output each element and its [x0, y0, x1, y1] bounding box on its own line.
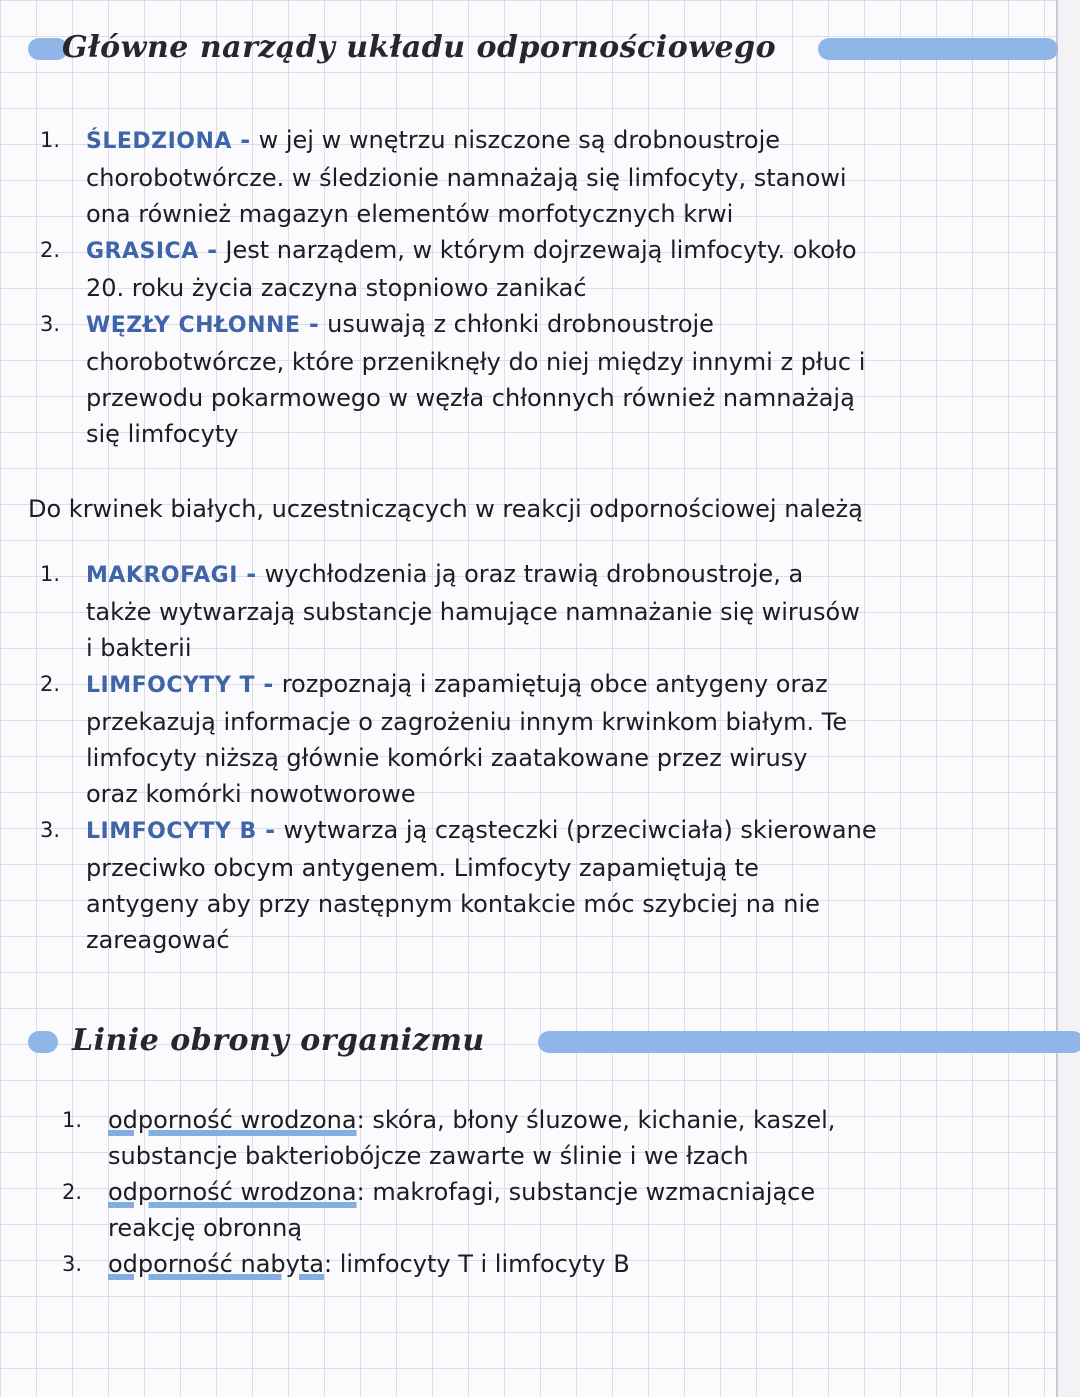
item-term: LIMFOCYTY B: [86, 819, 257, 844]
item-text-line: i bakterii: [86, 634, 192, 662]
item-text-line: rozpoznają i zapamiętują obce antygeny oraz: [281, 670, 828, 698]
item-separator: -: [231, 126, 259, 154]
item-number: 1.: [62, 1108, 83, 1132]
item-text-line: usuwają z chłonki drobnoustroje: [327, 310, 714, 338]
item-text-line: antygeny aby przy następnym kontakcie móc szybciej na nie: [86, 890, 820, 918]
list-item: [40, 556, 877, 666]
list-item: [62, 1246, 835, 1282]
item-number: 3.: [40, 312, 61, 336]
item-text-line: substancje bakteriobójcze zawarte w ślinie i we łzach: [108, 1142, 749, 1170]
item-text-line: zareagować: [86, 926, 230, 954]
item-term: odporność wrodzona: [108, 1178, 357, 1206]
item-text-line: limfocyty niższą głównie komórki zaatakowane przez wirusy: [86, 744, 808, 772]
notebook-margin: [1056, 0, 1080, 1397]
item-text-line: wytwarza ją cząsteczki (przeciwciała) skierowane: [283, 816, 877, 844]
item-separator: -: [256, 816, 284, 844]
item-text-line: się limfocyty: [86, 420, 239, 448]
list-item: [62, 1102, 835, 1174]
section-title: Linie obrony organizmu: [72, 1022, 485, 1058]
item-text-line: oraz komórki nowotworowe: [86, 780, 416, 808]
item-text-line: chorobotwórcze, które przeniknęły do niej między innymi z płuc i: [86, 348, 866, 376]
list-item: [40, 122, 865, 232]
item-number: 2.: [40, 672, 61, 696]
item-separator: :: [323, 1250, 340, 1278]
item-number: 1.: [40, 562, 61, 586]
item-term: WĘZŁY CHŁONNE: [86, 313, 301, 338]
item-text-line: także wytwarzają substancje hamujące namnażanie się wirusów: [86, 598, 860, 626]
item-term: GRASICA: [86, 239, 199, 264]
item-text-line: 20. roku życia zaczyna stopniowo zanikać: [86, 274, 587, 302]
intro-sentence: Do krwinek białych, uczestniczących w reakcji odpornościowej należą: [28, 495, 863, 523]
item-number: 1.: [40, 128, 61, 152]
item-number: 2.: [62, 1180, 83, 1204]
item-term: ŚLEDZIONA: [86, 129, 232, 154]
white-cells-list: [40, 556, 877, 958]
list-item: [40, 232, 865, 306]
item-separator: -: [198, 236, 226, 264]
heading-highlight-bar: [538, 1031, 1080, 1053]
item-separator: :: [356, 1178, 373, 1206]
item-term: MAKROFAGI: [86, 563, 238, 588]
item-text-line: przewodu pokarmowego w węzła chłonnych również namnażają: [86, 384, 855, 412]
item-number: 3.: [62, 1252, 83, 1276]
list-item: [40, 666, 877, 812]
item-separator: -: [300, 310, 328, 338]
item-text-line: Jest narządem, w którym dojrzewają limfocyty. około: [225, 236, 857, 264]
item-term: odporność nabyta: [108, 1250, 324, 1278]
item-number: 2.: [40, 238, 61, 262]
item-text-line: przeciwko obcym antygenem. Limfocyty zapamiętują te: [86, 854, 759, 882]
item-number: 3.: [40, 818, 61, 842]
item-text-line: przekazują informacje o zagrożeniu innym krwinkom białym. Te: [86, 708, 848, 736]
list-item: [40, 306, 865, 452]
item-text-line: skóra, błony śluzowe, kichanie, kaszel,: [372, 1106, 836, 1134]
item-text-line: reakcję obronną: [108, 1214, 303, 1242]
item-separator: :: [356, 1106, 373, 1134]
section-heading-defense: [28, 1015, 1058, 1065]
item-term: odporność wrodzona: [108, 1106, 357, 1134]
item-text-line: limfocyty T i limfocyty B: [339, 1250, 630, 1278]
heading-highlight-bar: [818, 38, 1058, 60]
defense-lines-list: [62, 1102, 835, 1282]
section-title: Główne narządy układu odpornościowego: [62, 29, 777, 65]
item-text-line: ona również magazyn elementów morfotycznych krwi: [86, 200, 734, 228]
organs-list: [40, 122, 865, 452]
item-text-line: makrofagi, substancje wzmacniające: [372, 1178, 816, 1206]
item-term: LIMFOCYTY T: [86, 673, 256, 698]
item-text-line: wychłodzenia ją oraz trawią drobnoustroje, a: [264, 560, 804, 588]
section-heading-organs: [28, 22, 1058, 72]
list-item: [40, 812, 877, 958]
item-separator: -: [237, 560, 265, 588]
item-text-line: w jej w wnętrzu niszczone są drobnoustroje: [258, 126, 781, 154]
item-text-line: chorobotwórcze. w śledzionie namnażają się limfocyty, stanowi: [86, 164, 847, 192]
list-item: [62, 1174, 835, 1246]
item-separator: -: [255, 670, 282, 698]
